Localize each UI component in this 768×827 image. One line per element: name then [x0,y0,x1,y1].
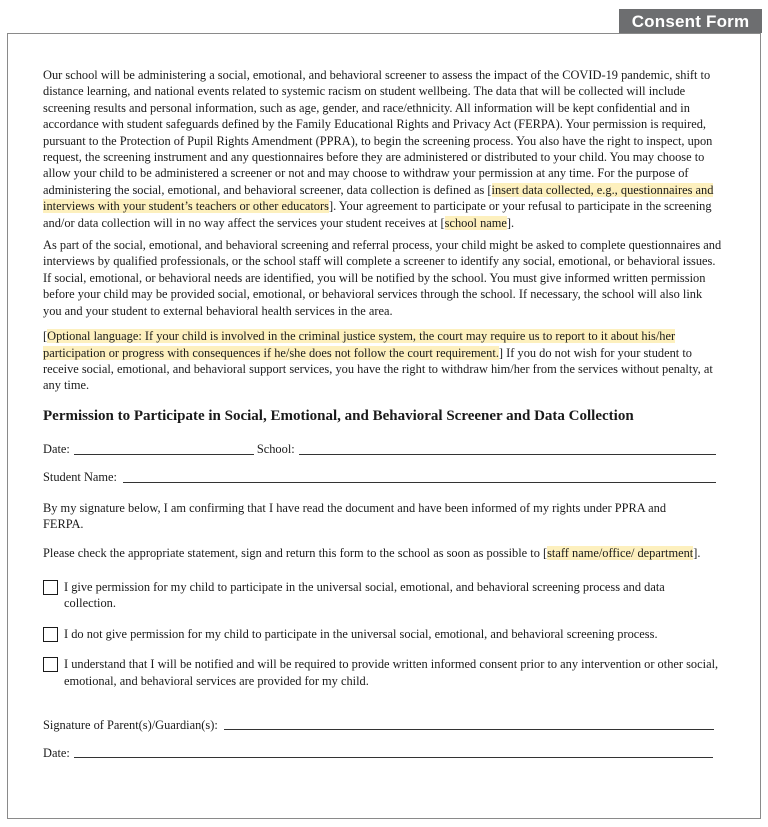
option-deny-permission-label: I do not give permission for my child to participate in the universal social, emotional, and behavioral screening process. [64,626,658,641]
school-field[interactable] [299,440,716,455]
final-date-field[interactable] [74,743,713,758]
guardian-signature-field[interactable] [224,715,714,730]
intro-text-b: ]. Your agreement to participate or your refusal to participate in the screening and/or data collection will in no way affect the services your student receives at [ [43,199,712,230]
final-date-label: Date: [43,745,70,760]
date-label: Date: [43,442,70,457]
optional-open-bracket: [ [43,329,48,344]
permission-heading: Permission to Participate in Social, Emotional, and Behavioral Screener and Data Collection [43,407,634,424]
student-name-label: Student Name: [43,470,117,485]
option-give-permission [43,579,723,612]
form-content [43,67,723,763]
date-school-row [43,436,723,458]
check-instruction-text: Please check the appropriate statement, sign and return this form to the school as soon as possible to [ [43,545,548,560]
consent-form-tab: Consent Form [619,9,762,33]
signature-statement: By my signature below, I am confirming that I have read the document and have been informed of my rights under PPRA and FERPA. [43,500,667,532]
final-date-row [43,739,723,761]
checkbox-deny-permission[interactable] [43,627,58,642]
intro-paragraph-3 [43,328,723,394]
guardian-signature-label: Signature of Parent(s)/Guardian(s): [43,717,218,732]
placeholder-staff-name: staff name/office/ department [547,545,694,560]
placeholder-school-name: school name [444,215,507,230]
check-instruction [43,545,723,561]
intro-text-c: ]. [506,215,515,230]
intro-paragraph-2: As part of the social, emotional, and behavioral screening and referral process, your child might be asked to complete questionnaires and interviews by qualified professionals, or the school staff will complete a screener to identify any social, emotional, or behavioral issues. If social, emotional, or behavioral needs are identified, you will be notified by the school. You must give informed written permission before your child may be provided social, emotional, or behavioral services through the school. If necessary, the school will also link you and your student to external behavioral health services in the area. [43,238,722,318]
student-name-row [43,464,723,486]
checkbox-informed-consent[interactable] [43,657,58,672]
placeholder-data-collected: insert data collected, e.g., questionnaires and interviews with your student’s teachers or other educators [43,182,714,214]
school-label: School: [256,442,295,457]
option-informed-consent-label: I understand that I will be notified and will be required to provide written informed consent prior to any intervention or other social, emotional, and behavioral services are provided for my child. [64,657,719,688]
option-deny-permission [43,626,723,642]
option-informed-consent [43,656,723,689]
check-instruction-close: ]. [693,545,701,560]
date-field[interactable] [74,440,254,455]
option-give-permission-label: I give permission for my child to participate in the universal social, emotional, and behavioral screening process and data collection. [64,579,665,611]
optional-text-b: ] If you do not wish for your student to receive social, emotional, and behavioral support services, you have the right to withdraw him/her from the services without penalty, at any time. [43,345,713,393]
placeholder-optional-language: Optional language: If your child is involved in the criminal justice system, the court may require us to report to it about his/her participation or progress with consequences if he/she does not follow the court requirement. [43,329,676,360]
intro-text-a: Our school will be administering a social, emotional, and behavioral screener to assess the impact of the COVID-19 pandemic, shift to distance learning, and national events related to systemic racism on student wellbeing. The data that will be collected will include screening results and personal information, such as age, gender, and race/ethnicity. All information will be kept confidential and in accordance with student safeguards defined by the Family Educational Rights and Privacy Act (FERPA). Your permission is required, pursuant to the Protection of Pupil Rights Amendment (PPRA), to begin the screening process. You also have the right to inspect, upon request, the screening instrument and any questionnaires before they are administered or distributed to your child. You may choose to allow your child to be administered a screener or not and may choose to withdraw your permission at any time. For the purpose of administering the social, emotional, and behavioral screener, data collection is defined as [ [43,68,713,197]
guardian-signature-row [43,711,723,733]
checkbox-give-permission[interactable] [43,580,58,595]
intro-paragraph-1 [43,67,723,231]
student-name-field[interactable] [123,468,716,483]
